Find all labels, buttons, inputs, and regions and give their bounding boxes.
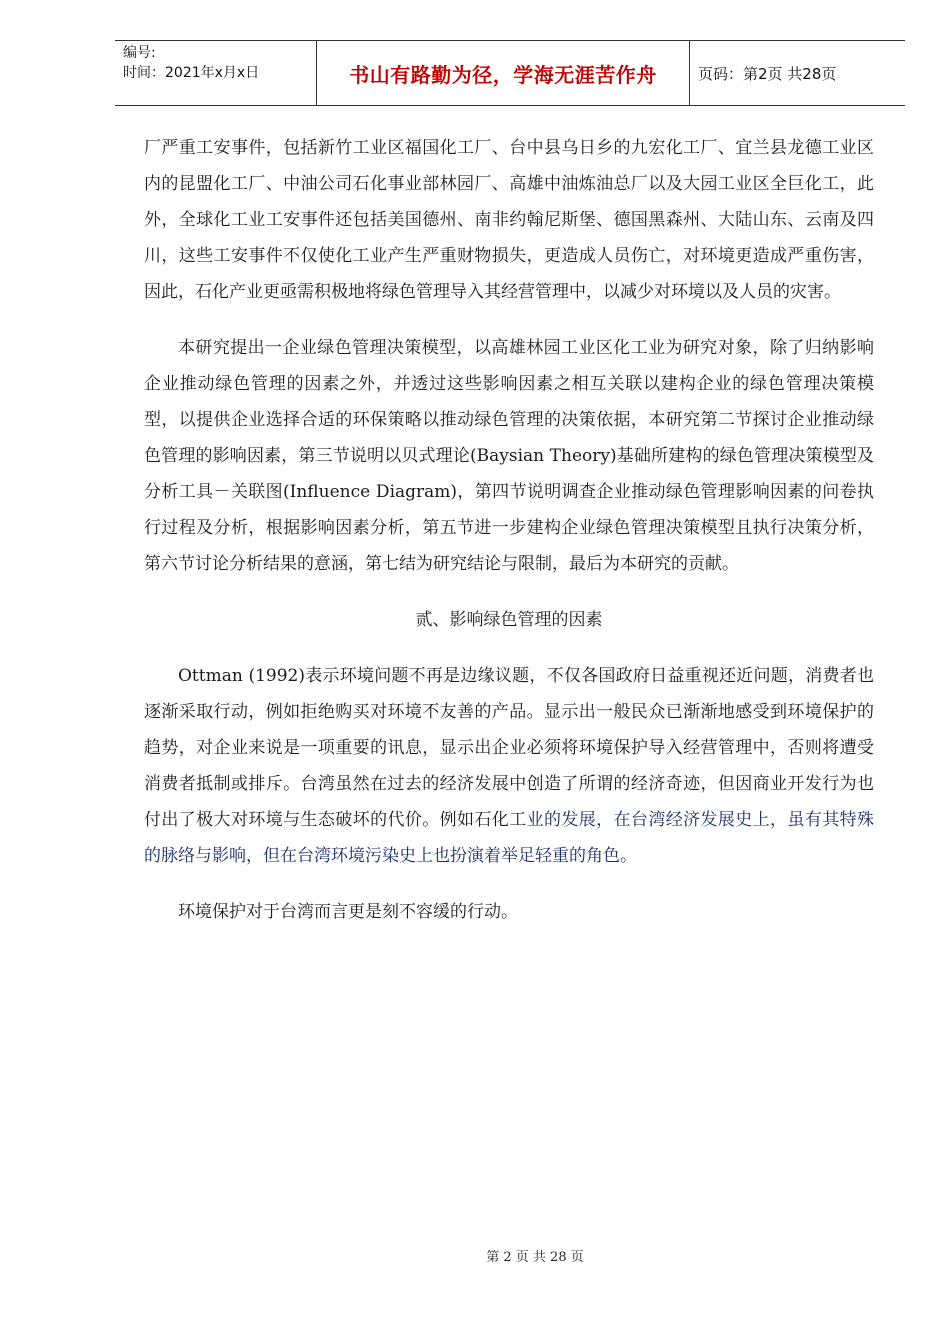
- paragraph-4: 环境保护对于台湾而言更是刻不容缓的行动。: [178, 902, 518, 922]
- document-body: [144, 130, 874, 950]
- paragraph-3-highlight: 业的发展，在台湾经济发展史上，虽有其特殊的脉络与影响，但在台湾环境污染史上也扮演着举足轻重的角色。: [144, 810, 875, 866]
- header-motto: 书山有路勤为径，学海无涯苦作舟: [316, 41, 690, 105]
- paragraph-2: 本研究提出一企业绿色管理决策模型，以高雄林园工业区化工业为研究对象，除了归纳影响企业推动绿色管理的因素之外，并透过这些影响因素之相互关联以建构企业的绿色管理决策模型，以提供企业选择合适的环保策略以推动绿色管理的决策依据，本研究第二节探讨企业推动绿色管理的影响因素，第三节说明以贝式理论(Baysian Theory)基础所建构的绿色管理决策模型及分析工具－关联图(Influence Diagram)，第四节说明调查企业推动绿色管理影响因素的问卷执行过程及分析，根据影响因素分析，第五节进一步建构企业绿色管理决策模型且执行决策分析，第六节讨论分析结果的意涵，第七结为研究结论与限制，最后为本研究的贡献。: [144, 338, 874, 574]
- page-header: [115, 40, 905, 106]
- document-time-label: 时间：2021年x月x日: [123, 65, 260, 81]
- section-heading: 贰、影响绿色管理的因素: [415, 610, 603, 630]
- header-meta: [115, 41, 316, 105]
- paragraph-3: [144, 658, 874, 874]
- page-footer: 第 2 页 共 28 页: [486, 1250, 584, 1265]
- header-page-info: 页码：第2页 共28页: [698, 64, 837, 83]
- paragraph-1: 厂严重工安事件，包括新竹工业区福国化工厂、台中县乌日乡的九宏化工厂、宜兰县龙德工业区内的昆盟化工厂、中油公司石化事业部林园厂、高雄中油炼油总厂以及大园工业区全巨化工，此外，全球化工业工安事件还包括美国德州、南非约翰尼斯堡、德国黑森州、大陆山东、云南及四川，这些工安事件不仅使化工业产生严重财物损失，更造成人员伤亡，对环境更造成严重伤害，因此，石化产业更亟需积极地将绿色管理导入其经营管理中，以减少对环境以及人员的灾害。: [144, 138, 874, 302]
- paragraph-3-text: Ottman (1992)表示环境问题不再是边缘议题，不仅各国政府日益重视还近问题，消费者也逐渐采取行动，例如拒绝购买对环境不友善的产品。显示出一般民众已渐渐地感受到环境保护的趋势，对企业来说是一项重要的讯息，显示出企业必须将环境保护导入经营管理中，否则将遭受消费者抵制或排斥。台湾虽然在过去的经济发展中创造了所谓的经济奇迹，但因商业开发行为也付出了极大对环境与生态破坏的代价。例如石化工: [144, 666, 874, 830]
- document-number-label: 编号:: [123, 45, 156, 61]
